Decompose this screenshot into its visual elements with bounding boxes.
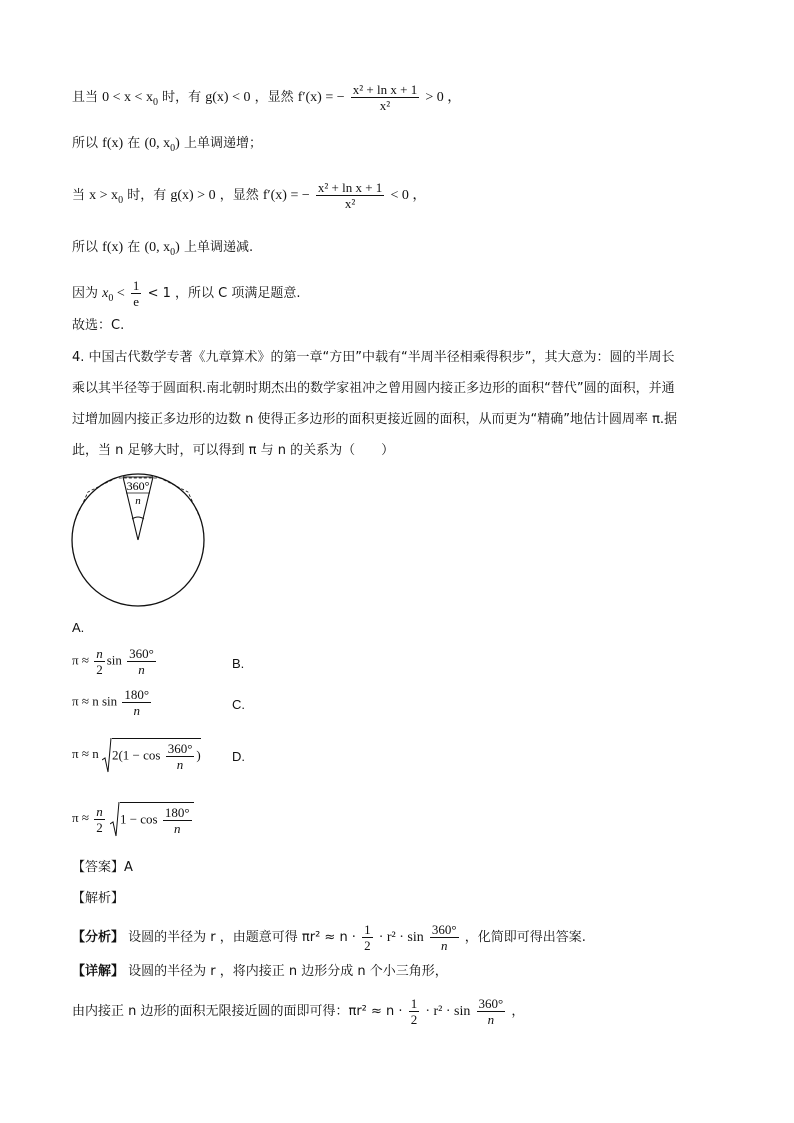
math: π ≈	[72, 809, 89, 825]
sqrt-sign	[102, 736, 112, 774]
math: (0, x	[144, 240, 171, 255]
text: 且当	[72, 90, 99, 105]
math: · r² · sin	[425, 1004, 471, 1019]
math-g: g(x) < 0	[205, 90, 251, 105]
option-c-label[interactable]: C.	[232, 697, 245, 712]
detail-tag: 【详解】	[72, 964, 125, 979]
math-f: f(x)	[102, 240, 124, 255]
angle-label: 360°	[126, 479, 150, 493]
text: ，显然	[254, 90, 294, 105]
math-interval: (0, $x_0$)	[144, 136, 180, 154]
denominator: 2	[96, 819, 103, 835]
math: 1 − cos	[119, 811, 158, 827]
numerator: x² + ln x + 1	[352, 82, 418, 97]
var: n	[173, 821, 181, 836]
text: 上单调递增；	[183, 136, 262, 151]
option-b-label[interactable]: B.	[232, 656, 245, 671]
math-condition: $x > x_0$	[89, 188, 124, 206]
var: n	[176, 757, 184, 772]
denominator: 2	[410, 1012, 418, 1027]
option-d-expr[interactable]	[72, 800, 194, 838]
math-fprime: f′(x) = −	[262, 188, 310, 203]
math-interval: (0, $x_0$)	[144, 240, 180, 258]
detail-line	[72, 962, 448, 982]
sqrt	[110, 800, 194, 838]
sqrt-sign	[110, 800, 120, 838]
fraction	[362, 922, 373, 953]
option-a-label[interactable]: A.	[72, 620, 85, 635]
solution-line-4	[72, 238, 253, 263]
denominator	[430, 938, 459, 953]
question-4-line-1: 4. 中国古代数学专著《九章算术》的第一章“方田”中载有“半周半径相乘得积步”，其大意为：圆的半周长	[72, 350, 675, 365]
option-a-expr[interactable]	[72, 646, 158, 677]
fraction	[351, 82, 419, 113]
denominator: 2	[364, 938, 371, 953]
math: 2(1 − cos	[111, 747, 161, 763]
analysis-tag: 【分析】	[72, 930, 125, 945]
text: 由内接正 n 边形的面积无限接近圆的面即可得：πr² ≈ n ·	[72, 1004, 403, 1019]
question-4-line-3: 过增加圆内接正多边形的边数 n 使得正多边形的面积更接近圆的面积，从而更为“精确”地估计圆周率 π.据	[72, 412, 678, 427]
math: 0 < x < x	[102, 90, 153, 105]
solution-line-5	[72, 278, 300, 309]
var: n	[133, 703, 140, 718]
fraction	[409, 996, 420, 1027]
numerator: x² + ln x + 1	[317, 180, 383, 195]
numerator: 360°	[167, 741, 193, 756]
math-fprime: f′(x) = −	[297, 90, 345, 105]
fraction	[163, 805, 192, 836]
math-f: f(x)	[102, 136, 124, 151]
numerator: 180°	[164, 805, 190, 820]
option-d-label[interactable]: D.	[232, 749, 245, 764]
math: · r² · sin	[378, 930, 424, 945]
math: π ≈ n sin	[72, 693, 118, 709]
text: ，显然	[219, 188, 259, 203]
numerator	[94, 804, 105, 820]
text: 所以	[72, 136, 99, 151]
text: 时，有	[127, 188, 167, 203]
math: π ≈	[72, 652, 89, 668]
solution-line-3	[72, 180, 426, 211]
denominator: x²	[344, 196, 356, 211]
circle-polygon-figure	[66, 468, 210, 612]
choose-line: 故选：C.	[72, 318, 125, 333]
question-4-line-2: 乘以其半径等于圆面积.南北朝时期杰出的数学家祖冲之曾用圆内接正多边形的面积“替代”圆的面积，并通	[72, 381, 675, 396]
fraction	[127, 646, 156, 677]
option-c-expr[interactable]	[72, 736, 201, 774]
fraction	[94, 804, 105, 835]
math-condition: $0 < x < x_0$	[102, 90, 158, 108]
lt: <	[116, 286, 125, 301]
text: 所以	[72, 240, 99, 255]
solution-line-1	[72, 82, 461, 113]
text: < 1 ，所以 C 项满足题意.	[147, 286, 301, 301]
math: $x_0$ <	[102, 286, 125, 304]
math: (0, x	[144, 136, 171, 151]
var: n	[96, 646, 103, 661]
text: 在	[127, 136, 141, 151]
denominator: 2	[96, 662, 103, 677]
denominator	[122, 703, 151, 718]
numerator: 360°	[129, 646, 154, 661]
fraction	[122, 687, 151, 718]
fraction	[477, 996, 506, 1027]
question-4-line-4: 此，当 n 足够大时，可以得到 π 与 n 的关系为（ ）	[72, 443, 395, 458]
sqrt: 2(1 − cos $\frac{360^\circ}{n}$ )	[102, 736, 201, 774]
text: 时，有	[162, 90, 202, 105]
math: < 0 ，	[390, 188, 427, 203]
numerator	[94, 646, 105, 662]
text: 上单调递减.	[183, 240, 254, 255]
text: 设圆的半径为 r ，由题意可得 πr² ≈ n ·	[128, 930, 356, 945]
numerator: 360°	[431, 922, 457, 937]
math: > 0 ，	[425, 90, 462, 105]
angle-denominator: n	[135, 495, 141, 507]
denominator	[477, 1012, 506, 1027]
answer-line: 【答案】A	[72, 860, 133, 875]
text: 当	[72, 188, 86, 203]
final-line	[72, 996, 524, 1027]
text: 设圆的半径为 r ，将内接正 n 边形分成 n 个小三角形，	[128, 964, 448, 979]
solution-line-2	[72, 134, 262, 159]
option-b-expr[interactable]	[72, 687, 153, 718]
sin: sin	[106, 652, 122, 668]
text: ，化简即可得出答案.	[464, 930, 586, 945]
text: 因为	[72, 286, 99, 301]
fraction	[316, 180, 384, 211]
fraction	[166, 741, 195, 772]
analysis-heading: 【解析】	[72, 891, 125, 906]
denominator	[163, 821, 192, 836]
math-g: g(x) > 0	[170, 188, 216, 203]
numerator: 360°	[478, 996, 504, 1011]
var: n	[96, 803, 103, 819]
var-x: x	[102, 286, 109, 301]
fraction	[430, 922, 459, 953]
fraction	[94, 646, 105, 677]
numerator: 1	[132, 278, 140, 293]
denominator	[166, 757, 195, 772]
math: π ≈ n	[72, 745, 99, 761]
math: x > x	[89, 188, 119, 203]
var: n	[441, 938, 448, 953]
denominator: e	[133, 294, 140, 309]
angle-arc	[132, 517, 144, 519]
fraction	[131, 278, 142, 309]
denominator: x²	[379, 98, 391, 113]
numerator: 1	[410, 996, 418, 1011]
text: ，	[511, 1004, 525, 1019]
text: 在	[127, 240, 141, 255]
analysis-line	[72, 922, 586, 953]
numerator: 180°	[124, 687, 150, 702]
var: n	[487, 1012, 495, 1027]
denominator	[127, 662, 156, 677]
numerator: 1	[364, 922, 371, 937]
var: n	[138, 662, 145, 677]
